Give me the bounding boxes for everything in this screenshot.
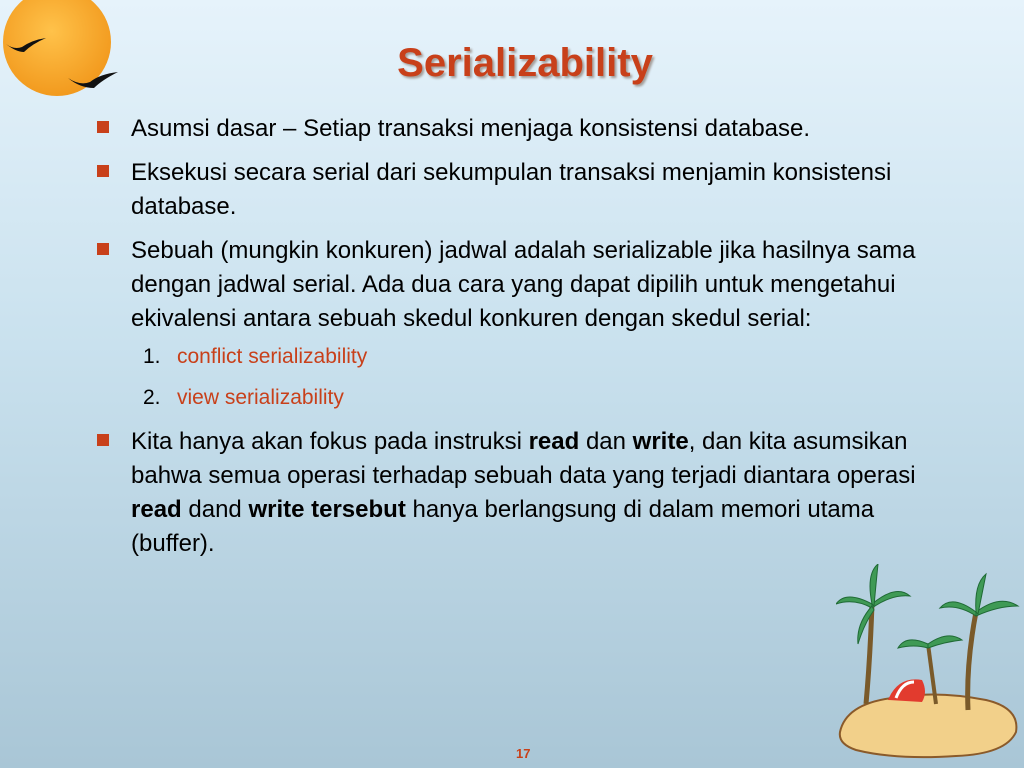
slide-title: Serializability xyxy=(397,40,653,85)
bullet-item xyxy=(95,156,935,224)
sublist-number: 2. xyxy=(143,386,161,409)
bold-keyword: write tersebut xyxy=(248,496,406,523)
numbered-sublist xyxy=(131,342,935,413)
bullet-square-icon xyxy=(97,121,109,133)
bullet-square-icon xyxy=(97,243,109,255)
bold-keyword: read xyxy=(131,496,182,523)
bullet-list xyxy=(95,112,935,571)
bullet-item xyxy=(95,425,935,561)
palm-island-icon xyxy=(836,564,1024,764)
bold-keyword: write xyxy=(632,428,689,455)
text-segment: dand xyxy=(181,496,249,523)
page-number: 17 xyxy=(516,746,531,761)
bullet-text xyxy=(131,428,916,557)
bullet-item xyxy=(95,112,935,146)
sublist-number: 1. xyxy=(143,345,161,368)
text-segment: dan xyxy=(579,428,633,455)
bullet-square-icon xyxy=(97,434,109,446)
text-segment: Kita hanya akan fokus pada instruksi xyxy=(131,428,529,455)
bullet-item xyxy=(95,234,935,413)
bullet-text: Sebuah (mungkin konkuren) jadwal adalah serializable jika hasilnya sama dengan jadwal serial. Ada dua cara yang dapat dipilih untuk mengetahui ekivalensi antara sebuah skedul konkuren dengan skedul serial: xyxy=(131,237,916,332)
bullet-text: Asumsi dasar – Setiap transaksi menjaga konsistensi database. xyxy=(131,115,811,142)
text-segment: hanya berlangsung di dalam memori utama (buffer). xyxy=(131,496,875,557)
sublist-item xyxy=(131,342,935,372)
bullet-square-icon xyxy=(97,165,109,177)
bold-keyword: read xyxy=(528,428,580,455)
sublist-text: view serializability xyxy=(177,386,344,409)
text-segment: , dan kita asumsikan bahwa semua operasi terhadap sebuah data yang terjadi diantara operasi xyxy=(131,428,916,489)
bullet-text: Eksekusi secara serial dari sekumpulan transaksi menjamin konsistensi database. xyxy=(131,159,892,220)
sublist-item xyxy=(131,383,935,413)
sublist-text: conflict serializability xyxy=(177,345,368,368)
